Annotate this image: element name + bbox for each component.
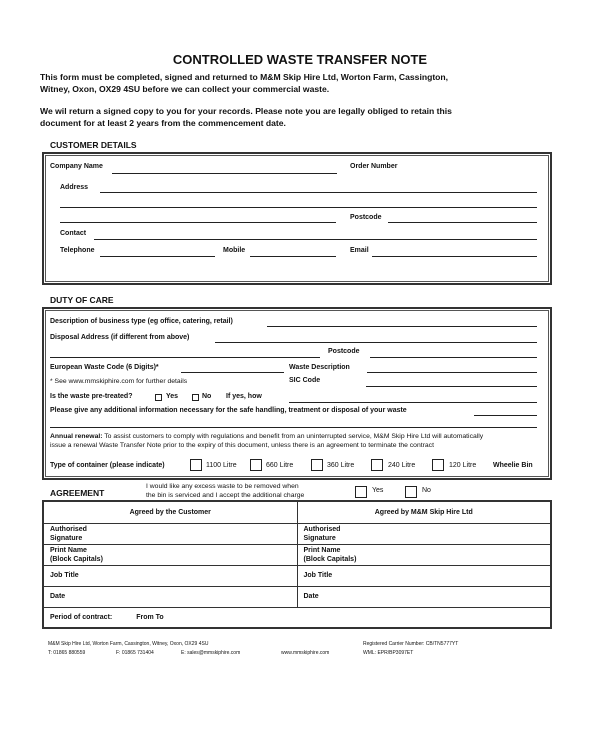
company-job-title-cell[interactable]: Job Title xyxy=(297,565,551,586)
excess-line: I would like any excess waste to be removed when xyxy=(146,483,299,490)
footer-carrier-number: Registered Carrier Number: CB/TN5777YT xyxy=(363,641,459,647)
customer-details-box xyxy=(42,152,552,285)
intro-line: Witney, Oxon, OX29 4SU before we can collect your commercial waste. xyxy=(40,84,330,94)
postcode-label: Postcode xyxy=(350,214,382,221)
company-date-cell[interactable]: Date xyxy=(297,586,551,607)
table-row xyxy=(43,586,551,607)
agreement-heading: AGREEMENT xyxy=(50,488,105,498)
waste-description-field[interactable] xyxy=(367,372,537,373)
annual-renewal-label: Annual renewal: xyxy=(50,433,103,440)
container-360-label: 360 Litre xyxy=(327,462,355,469)
address-field-2[interactable] xyxy=(60,207,537,208)
intro-paragraph-1 xyxy=(40,71,448,95)
customer-heading: CUSTOMER DETAILS xyxy=(50,140,137,150)
period-label: Period of contract: xyxy=(50,613,113,621)
table-row xyxy=(43,607,551,628)
customer-column-header: Agreed by the Customer xyxy=(43,501,297,523)
pretreated-no-label: No xyxy=(202,393,212,400)
mobile-field[interactable] xyxy=(250,256,336,257)
telephone-field[interactable] xyxy=(100,256,215,257)
mobile-label: Mobile xyxy=(223,247,246,254)
disposal-address-field[interactable] xyxy=(215,342,537,343)
email-field[interactable] xyxy=(372,256,537,257)
row-label: Signature xyxy=(50,534,83,542)
annual-renewal-text xyxy=(50,432,500,450)
container-1100-checkbox[interactable] xyxy=(190,459,202,471)
footer-email[interactable]: E: sales@mmskiphire.com xyxy=(181,650,241,656)
address-field-1[interactable] xyxy=(100,192,537,193)
annual-renewal-body: To assist customers to comply with regulations and benefit from an uninterrupted service, M&M Skip Hire Ltd will automatically issue a renewal Waste Transfer Note prior to the expiry of this document, unless there is an agreement to terminate the contract xyxy=(50,433,484,449)
container-240-checkbox[interactable] xyxy=(371,459,383,471)
business-type-field[interactable] xyxy=(267,326,537,327)
pretreated-label: Is the waste pre-treated? xyxy=(50,393,133,400)
intro-line: We wil return a signed copy to you for your records. Please note you are legally obliged to retain this xyxy=(40,106,452,116)
agreement-table xyxy=(42,500,552,629)
disposal-postcode-label: Postcode xyxy=(328,348,360,355)
sic-code-field[interactable] xyxy=(366,386,537,387)
row-label: Authorised xyxy=(50,525,87,533)
table-row xyxy=(43,565,551,586)
footer-wml: WML: EPR/BP3097ET xyxy=(363,650,414,656)
from-to-label: From To xyxy=(136,613,164,621)
container-120-checkbox[interactable] xyxy=(432,459,444,471)
excess-waste-text xyxy=(146,482,304,500)
waste-description-label: Waste Description xyxy=(289,364,350,371)
row-label: Authorised xyxy=(303,525,341,533)
container-660-label: 660 Litre xyxy=(266,462,294,469)
disposal-address-label: Disposal Address (if different from above) xyxy=(50,334,190,341)
container-type-label: Type of container (please indicate) xyxy=(50,462,165,469)
if-yes-how-label: If yes, how xyxy=(226,393,262,400)
pretreated-no-checkbox[interactable] xyxy=(192,394,199,401)
row-label: (Block Capitals) xyxy=(303,555,357,563)
excess-no-label: No xyxy=(422,487,431,494)
ewc-field[interactable] xyxy=(181,372,284,373)
wheelie-bin-label: Wheelie Bin xyxy=(493,462,533,469)
excess-yes-checkbox[interactable] xyxy=(355,486,367,498)
address-field-3[interactable] xyxy=(60,222,336,223)
customer-signature-cell[interactable] xyxy=(43,523,297,544)
address-label: Address xyxy=(60,184,89,191)
company-print-name-cell[interactable] xyxy=(297,544,551,565)
excess-line: the bin is serviced and I accept the additional charge xyxy=(146,492,305,499)
table-row xyxy=(43,544,551,565)
excess-yes-label: Yes xyxy=(372,487,384,494)
additional-info-field[interactable] xyxy=(474,415,537,416)
customer-job-title-cell[interactable]: Job Title xyxy=(43,565,297,586)
contact-field[interactable] xyxy=(94,239,537,240)
table-header-row xyxy=(43,501,551,523)
company-column-header: Agreed by M&M Skip Hire Ltd xyxy=(297,501,551,523)
footer-telephone: T: 01865 880559 xyxy=(48,650,86,656)
telephone-label: Telephone xyxy=(60,247,95,254)
ewc-label: European Waste Code (6 Digits)* xyxy=(50,364,159,371)
container-1100-label: 1100 Litre xyxy=(206,462,237,469)
sic-code-label: SIC Code xyxy=(289,377,321,384)
intro-line: This form must be completed, signed and returned to M&M Skip Hire Ltd, Worton Farm, Cassington, xyxy=(40,72,449,82)
company-name-field[interactable] xyxy=(112,173,337,174)
footer-website[interactable]: www.mmskiphire.com xyxy=(281,650,330,656)
intro-paragraph-2 xyxy=(40,105,452,129)
row-label: (Block Capitals) xyxy=(50,555,103,563)
container-240-label: 240 Litre xyxy=(388,462,416,469)
disposal-address-field-2[interactable] xyxy=(50,357,320,358)
container-360-checkbox[interactable] xyxy=(311,459,323,471)
footer-address: M&M Skip Hire Ltd, Worton Farm, Cassington, Witney, Oxon, OX29 4SU xyxy=(48,641,209,647)
contact-label: Contact xyxy=(60,230,87,237)
row-label: Print Name xyxy=(50,546,87,554)
excess-no-checkbox[interactable] xyxy=(405,486,417,498)
intro-line: document for at least 2 years from the commencement date. xyxy=(40,118,286,128)
pretreated-yes-label: Yes xyxy=(166,393,179,400)
postcode-field[interactable] xyxy=(388,222,537,223)
pretreated-yes-checkbox[interactable] xyxy=(155,394,162,401)
email-label: Email xyxy=(350,247,369,254)
disposal-postcode-field[interactable] xyxy=(370,357,537,358)
company-signature-cell[interactable] xyxy=(297,523,551,544)
footer-fax: F: 01865 731404 xyxy=(116,650,154,656)
duty-heading: DUTY OF CARE xyxy=(50,295,114,305)
row-label: Print Name xyxy=(303,546,341,554)
table-row xyxy=(43,523,551,544)
row-label: Signature xyxy=(303,534,336,542)
see-website-note: * See www.mmskiphire.com for further details xyxy=(50,378,188,385)
container-660-checkbox[interactable] xyxy=(250,459,262,471)
if-yes-how-field[interactable] xyxy=(289,402,537,403)
company-name-label: Company Name xyxy=(50,163,103,170)
customer-print-name-cell[interactable] xyxy=(43,544,297,565)
page-title: CONTROLLED WASTE TRANSFER NOTE xyxy=(172,52,428,67)
period-of-contract-cell[interactable] xyxy=(43,607,551,628)
order-number-label: Order Number xyxy=(350,163,398,170)
container-120-label: 120 Litre xyxy=(449,462,477,469)
business-type-label: Description of business type (eg office, catering, retail) xyxy=(50,318,233,325)
additional-info-field-2[interactable] xyxy=(50,427,537,428)
customer-date-cell[interactable]: Date xyxy=(43,586,297,607)
additional-info-label: Please give any additional information necessary for the safe handling, treatment or disposal of your waste xyxy=(50,407,407,414)
